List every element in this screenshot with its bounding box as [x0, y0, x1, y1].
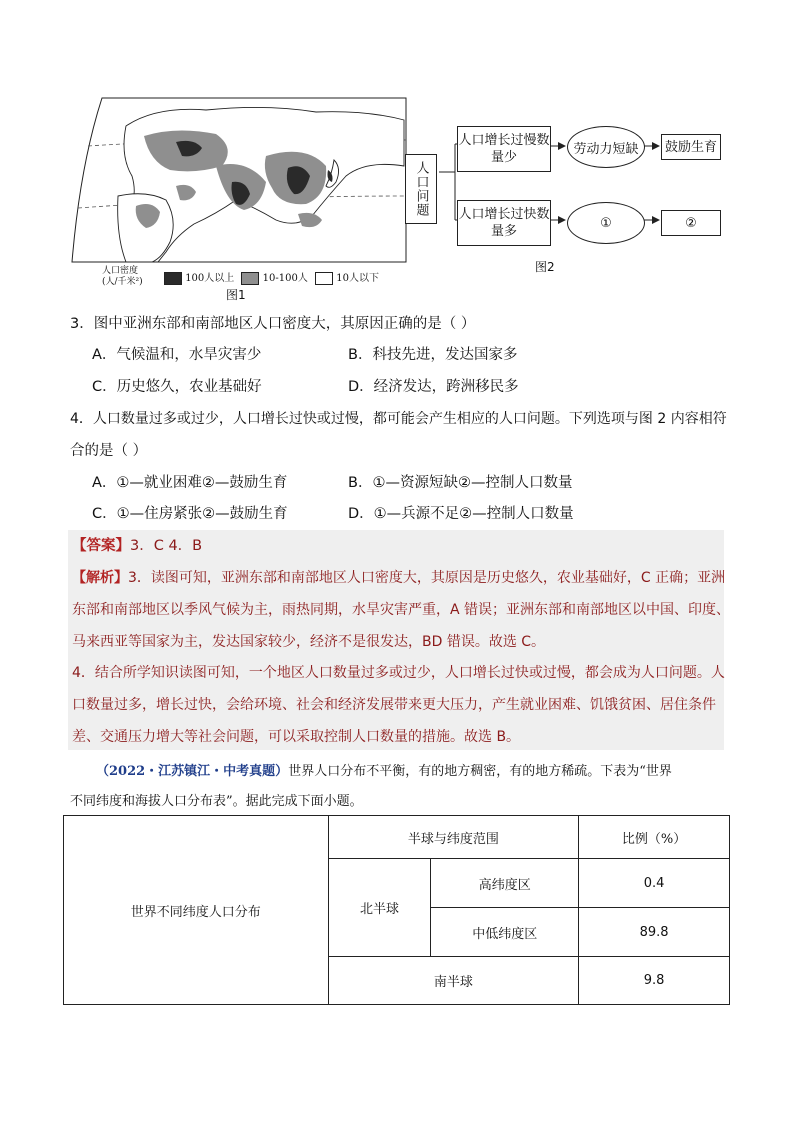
q4-option-c: C．①—住房紧张②—鼓励生育 — [92, 506, 288, 522]
analysis-line6: 差、交通压力增大等社会问题，可以采取控制人口数量的措施。故选 B。 — [72, 729, 521, 745]
figure1-caption: 图1 — [226, 288, 246, 302]
population-density-map — [66, 96, 408, 302]
encourage-birth-box: 鼓励生育 — [661, 134, 721, 160]
q3-option-b: B．科技先进，发达国家多 — [348, 347, 518, 363]
fast-growth-box: 人口增长过快数量多 — [457, 200, 551, 246]
intro-text-1: 世界人口分布不平衡，有的地方稠密，有的地方稀疏。下表为“世界 — [288, 764, 672, 779]
population-problem-diagram — [405, 120, 735, 280]
legend-unit: (人/千米²) — [102, 277, 143, 287]
q4-option-b: B．①—资源短缺②—控制人口数量 — [348, 475, 573, 491]
table-midlow-latitude-value: 89.8 — [579, 908, 730, 957]
q3-option-a: A．气候温和，水旱灾害少 — [92, 347, 262, 363]
labor-shortage-ellipse: 劳动力短缺 — [567, 126, 645, 168]
q3-stem: 3．图中亚洲东部和南部地区人口密度大，其原因正确的是（ ） — [70, 316, 476, 332]
circle1-ellipse: ① — [567, 202, 645, 244]
table-midlow-latitude: 中低纬度区 — [431, 908, 579, 957]
next-question-intro-line1 — [96, 762, 672, 782]
q4-stem-line2: 合的是（ ） — [70, 443, 148, 459]
legend-high-label: 100人以上 — [185, 273, 235, 284]
table-south-hemisphere: 南半球 — [328, 957, 579, 1005]
q4-option-d: D．①—兵源不足②—控制人口数量 — [348, 506, 574, 522]
slow-growth-box: 人口增长过慢数量少 — [457, 126, 551, 172]
table-header-ratio: 比例（%） — [579, 816, 730, 859]
analysis-line1 — [72, 568, 725, 588]
table-south-value: 9.8 — [579, 957, 730, 1005]
population-problem-box: 人口问题 — [405, 154, 437, 224]
answer-text: 3．C 4．B — [130, 538, 203, 554]
table-row-title: 世界不同纬度人口分布 — [64, 816, 329, 1005]
legend-mid-swatch — [241, 272, 259, 285]
table-north-hemisphere: 北半球 — [328, 859, 431, 957]
legend-low-label: 10人以下 — [336, 273, 379, 284]
answer-label: 【答案】 — [72, 538, 130, 554]
q3-option-c: C．历史悠久，农业基础好 — [92, 379, 262, 395]
q4-option-a: A．①—就业困难②—鼓励生育 — [92, 475, 288, 491]
analysis-label: 【解析】 — [72, 570, 128, 586]
table-high-latitude: 高纬度区 — [431, 859, 579, 908]
figure2-caption: 图2 — [535, 260, 555, 274]
next-question-intro-line2: 不同纬度和海拔人口分布表”。据此完成下面小题。 — [70, 794, 363, 809]
legend-high-swatch — [164, 272, 182, 285]
answer-line — [72, 536, 202, 556]
table-high-latitude-value: 0.4 — [579, 859, 730, 908]
table-header-range: 半球与纬度范围 — [328, 816, 579, 859]
legend-low-swatch — [315, 272, 333, 285]
analysis-line2: 东部和南部地区以季风气候为主，雨热同期，水旱灾害严重，A 错误；亚洲东部和南部地区以中国、印度、 — [72, 602, 731, 618]
map-legend — [164, 269, 379, 285]
population-distribution-table — [63, 815, 730, 1005]
question-source: （2022・江苏镇江・中考真题） — [96, 764, 289, 779]
analysis-line5: 口数量过多，增长过快，会给环境、社会和经济发展带来更大压力，产生就业困难、饥饿贫困、居住条件 — [72, 697, 716, 713]
q3-option-d: D．经济发达，跨洲移民多 — [348, 379, 519, 395]
circle2-box: ② — [661, 210, 721, 236]
analysis-text-1: 3．读图可知，亚洲东部和南部地区人口密度大，其原因是历史悠久，农业基础好，C 正确；亚洲 — [128, 570, 726, 586]
analysis-line3: 马来西亚等国家为主，发达国家较少，经济不是很发达，BD 错误。故选 C。 — [72, 634, 546, 650]
q4-stem-line1: 4．人口数量过多或过少，人口增长过快或过慢，都可能会产生相应的人口问题。下列选项与图 2 内容相符 — [70, 411, 727, 427]
analysis-line4: 4．结合所学知识读图可知，一个地区人口数量过多或过少，人口增长过快或过慢，都会成为人口问题。人 — [72, 665, 725, 681]
legend-title: 人口密度 — [102, 266, 139, 276]
legend-mid-label: 10-100人 — [262, 273, 308, 284]
